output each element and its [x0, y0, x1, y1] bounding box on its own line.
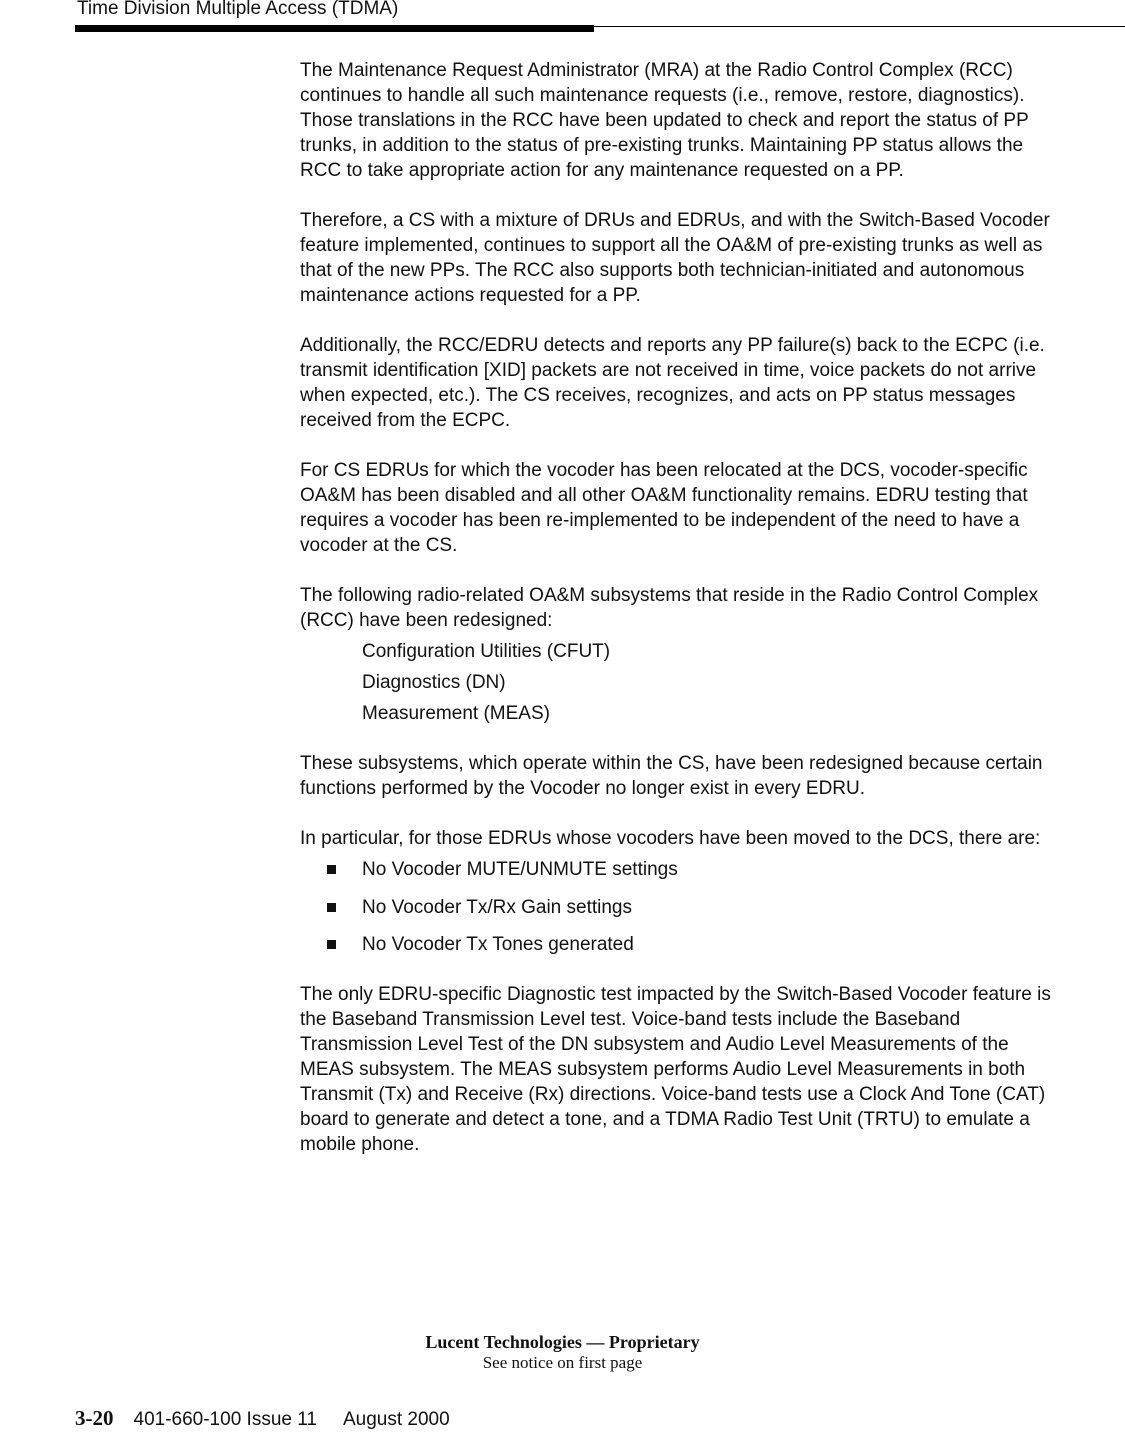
footer-notice: See notice on first page: [482, 1353, 643, 1372]
paragraph-vocoder-relocated: For CS EDRUs for which the vocoder has been relocated at the DCS, vocoder-specific OA&M has been disabled and all other OA&M functionality remains. EDRU testing that requires a vocoder has been re-implemented to be independent of the need to have a vocoder at the CS.: [300, 460, 1028, 556]
list-item: Configuration Utilities (CFUT): [362, 641, 611, 662]
header-title: Time Division Multiple Access (TDMA): [77, 0, 399, 19]
page-footer: [75, 1406, 450, 1432]
page-number: 3-20: [75, 1406, 114, 1430]
paragraph-diagnostic-test: The only EDRU-specific Diagnostic test impacted by the Switch-Based Vocoder feature is the Baseband Transmission Level test. Voice-band tests include the Baseband Transmission Level Test of the DN subsystem and Audio Level Measurements of the MEAS subsystem. The MEAS subsystem performs Audio Level Measurements in both Transmit (Tx) and Receive (Rx) directions. Voice-band tests use a Clock And Tone (CAT) board to generate and detect a tone, and a TDMA Radio Test Unit (TRTU) to emulate a mobile phone.: [300, 984, 1051, 1155]
list-item: Measurement (MEAS): [362, 703, 550, 724]
footer-company: Lucent Technologies — Proprietary: [425, 1332, 700, 1352]
document-number: 401-660-100 Issue 11: [133, 1409, 317, 1430]
header-rule-thick: [75, 25, 594, 32]
list-item: Diagnostics (DN): [362, 672, 506, 693]
paragraph-subsystems-redesigned: These subsystems, which operate within the CS, have been redesigned because certain functions performed by the Vocoder no longer exist in every EDRU.: [300, 753, 1043, 799]
document-date: August 2000: [342, 1409, 450, 1430]
paragraph-mra: The Maintenance Request Administrator (MRA) at the Radio Control Complex (RCC) continues to handle all such maintenance requests (i.e., remove, restore, diagnostics). Those translations in the RCC have been updated to check and report the status of PP trunks, in addition to the status of pre-existing trunks. Maintaining PP status allows the RCC to take appropriate action for any maintenance requested on a PP.: [300, 60, 1029, 181]
body-content: [300, 58, 1060, 1182]
paragraph-failure-reporting: Additionally, the RCC/EDRU detects and reports any PP failure(s) back to the ECPC (i.e. transmit identification [XID] packets are not received in time, voice packets do not arrive when expected, etc.). The CS receives, recognizes, and acts on PP status messages received from the ECPC.: [300, 335, 1045, 431]
paragraph-subsystems-intro: The following radio-related OA&M subsystems that reside in the Radio Control Complex (RCC) have been redesigned:: [300, 585, 1039, 631]
paragraph-mixture: Therefore, a CS with a mixture of DRUs and EDRUs, and with the Switch-Based Vocoder feature implemented, continues to support all the OA&M of pre-existing trunks as well as that of the new PPs. The RCC also supports both technician-initiated and autonomous maintenance actions requested for a PP.: [300, 210, 1050, 306]
header-rule-thin: [594, 26, 1125, 27]
bullet-item: No Vocoder Tx/Rx Gain settings: [300, 895, 1060, 920]
paragraph-in-particular: In particular, for those EDRUs whose vocoders have been moved to the DCS, there are:: [300, 828, 1041, 849]
subsystem-list: [300, 639, 1060, 726]
bullet-list: [300, 857, 1060, 957]
proprietary-footer: [0, 1331, 1125, 1373]
bullet-item: No Vocoder Tx Tones generated: [300, 932, 1060, 957]
bullet-item: No Vocoder MUTE/UNMUTE settings: [300, 857, 1060, 882]
